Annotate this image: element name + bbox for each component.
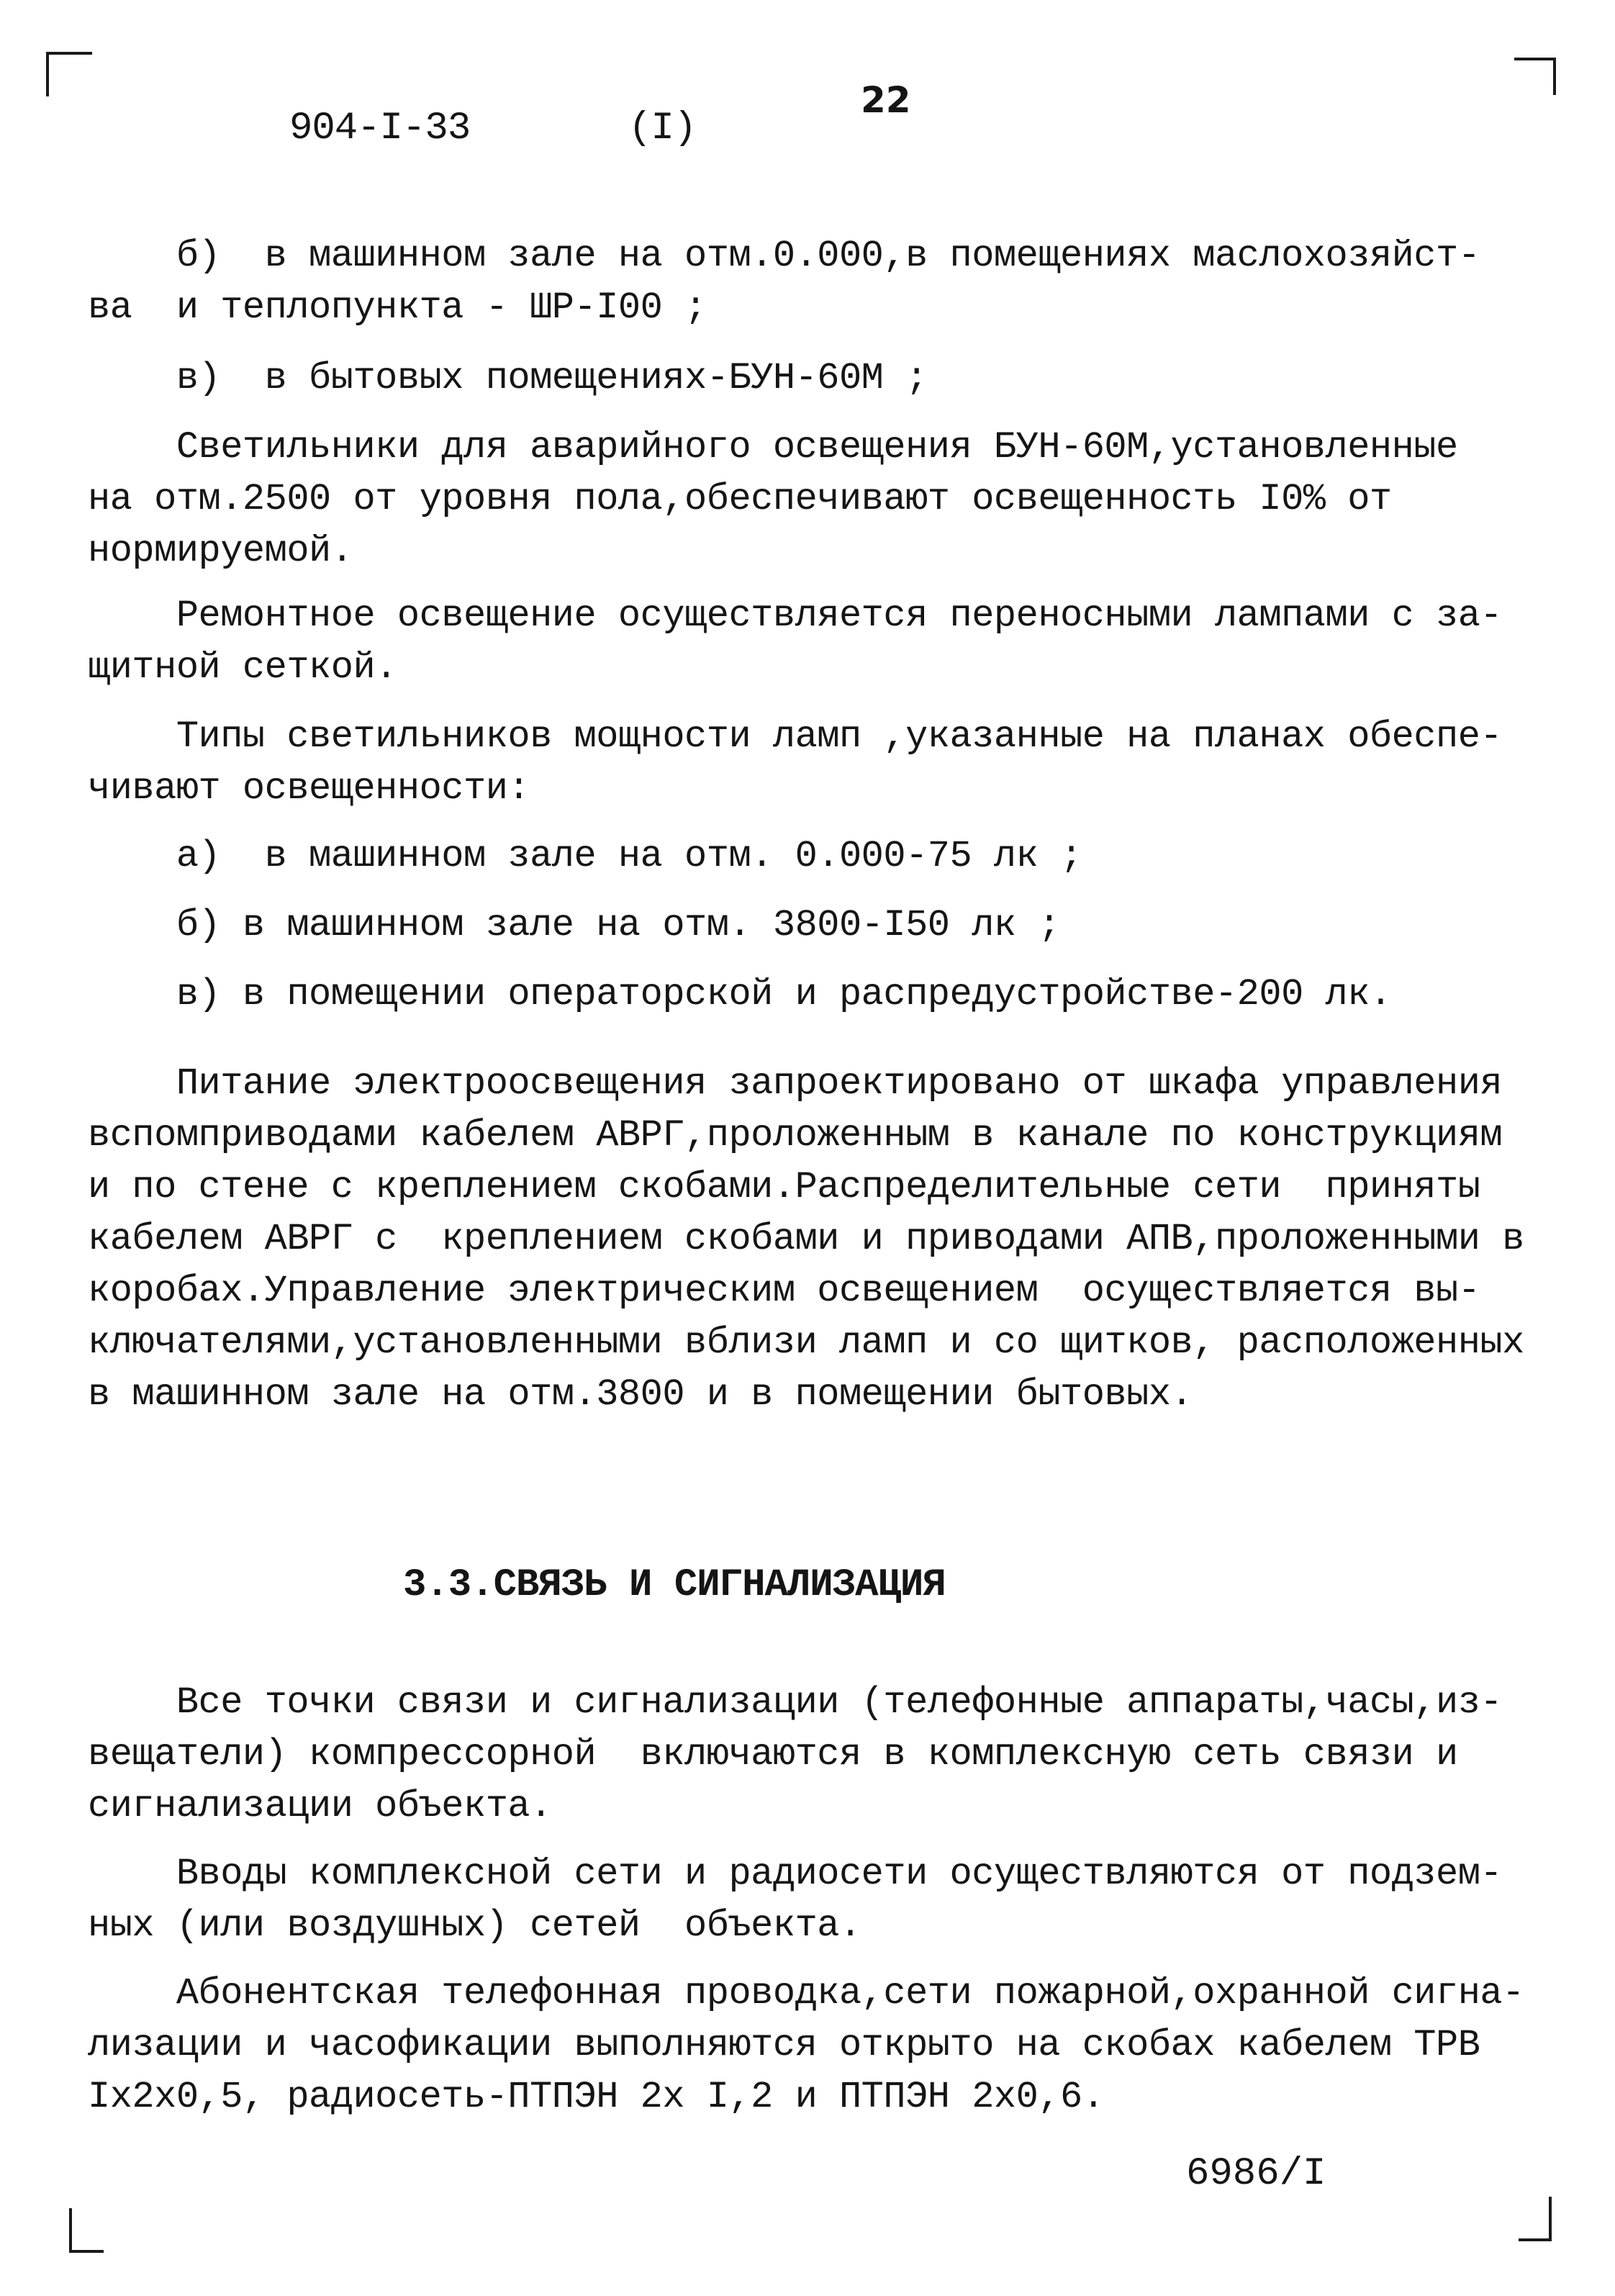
text-line: Iх2х0,5, радиосеть-ПТПЭН 2х I,2 и ПТПЭН 2х0,6. <box>88 2076 1105 2118</box>
text-line: в) в бытовых помещениях-БУН-60М ; <box>88 357 928 399</box>
text-line: вспомприводами кабелем АВРГ,проложенным в канале по конструкциям <box>88 1114 1503 1157</box>
document-code: 904-I-33 (I) <box>289 107 697 150</box>
sheet-code: 6986/I <box>1186 2152 1326 2196</box>
text-line: нормируемой. <box>88 530 353 572</box>
text-line: а) в машинном зале на отм. 0.000-75 лк ; <box>88 835 1082 877</box>
corner-mark-bottom-right-horizontal <box>1519 2238 1552 2241</box>
text-line: б) в машинном зале на отм.0.000,в помещениях маслохозяйст- <box>88 235 1480 277</box>
corner-mark-bottom-left-horizontal <box>69 2250 104 2253</box>
text-line: чивают освещенности: <box>88 767 530 810</box>
text-line: ных (или воздушных) сетей объекта. <box>88 1904 861 1947</box>
text-line: Абонентская телефонная проводка,сети пожарной,охранной сигна- <box>88 1972 1524 2015</box>
text-line: в машинном зале на отм.3800 и в помещении бытовых. <box>88 1373 1193 1416</box>
text-line: в) в помещении операторской и распредустройстве-200 лк. <box>88 973 1392 1016</box>
paragraph-power-supply <box>88 1058 1524 1421</box>
text-line: Ремонтное освещение осуществляется переносными лампами с за- <box>88 595 1503 637</box>
text-line: и по стене с креплением скобами.Распределительные сети приняты <box>88 1166 1480 1208</box>
text-line: лизации и часофикации выполняются открыто на скобах кабелем ТРВ <box>88 2024 1480 2066</box>
corner-mark-bottom-right-vertical <box>1549 2197 1552 2241</box>
paragraph-emergency-lighting <box>88 422 1520 577</box>
text-line: б) в машинном зале на отм. 3800-I50 лк ; <box>88 904 1061 946</box>
paragraph-luminaire-types <box>88 711 1520 815</box>
text-line: кабелем АВРГ с креплением скобами и приводами АПВ,проложенными в <box>88 1218 1524 1260</box>
text-line: ключателями,установленными вблизи ламп и со щитков, расположенных <box>88 1321 1524 1364</box>
paragraph-repair-lighting <box>88 590 1520 694</box>
text-line: Питание электроосвещения запроектировано от шкафа управления <box>88 1062 1503 1105</box>
text-line: сигнализации объекта. <box>88 1785 552 1827</box>
list-item-v <box>88 969 1520 1021</box>
list-item-a <box>88 831 1520 882</box>
text-line: Все точки связи и сигнализации (телефонные аппараты,часы,из- <box>88 1681 1503 1724</box>
paragraph-lighting-b <box>88 230 1520 334</box>
paragraph-network-inputs <box>88 1848 1520 1952</box>
corner-mark-top-left-vertical <box>46 52 49 96</box>
text-line: Вводы комплексной сети и радиосети осуществляются от подзем- <box>88 1853 1503 1895</box>
corner-mark-bottom-left-vertical <box>69 2208 72 2253</box>
section-heading: 3.3.СВЯЗЬ И СИГНАЛИЗАЦИЯ <box>403 1563 946 1607</box>
list-item-b <box>88 900 1520 952</box>
corner-mark-top-right-horizontal <box>1514 58 1556 60</box>
text-line: Типы светильников мощности ламп ,указанные на планах обеспе- <box>88 715 1503 758</box>
paragraph-subscriber-wiring <box>88 1968 1524 2123</box>
text-line: на отм.2500 от уровня пола,обеспечивают освещенность I0% от <box>88 478 1392 520</box>
paragraph-communication-points <box>88 1677 1520 1832</box>
page-number: 22 <box>861 79 911 121</box>
corner-mark-top-left-horizontal <box>46 52 92 55</box>
paragraph-lighting-v <box>88 353 1520 404</box>
text-line: щитной сеткой. <box>88 646 397 689</box>
corner-mark-top-right-vertical <box>1553 58 1556 95</box>
text-line: ва и теплопункта - ШР-I00 ; <box>88 286 707 329</box>
text-line: Светильники для аварийного освещения БУН-60М,установленные <box>88 426 1458 469</box>
text-line: вещатели) компрессорной включаются в комплексную сеть связи и <box>88 1733 1458 1776</box>
text-line: коробах.Управление электрическим освещением осуществляется вы- <box>88 1270 1480 1312</box>
